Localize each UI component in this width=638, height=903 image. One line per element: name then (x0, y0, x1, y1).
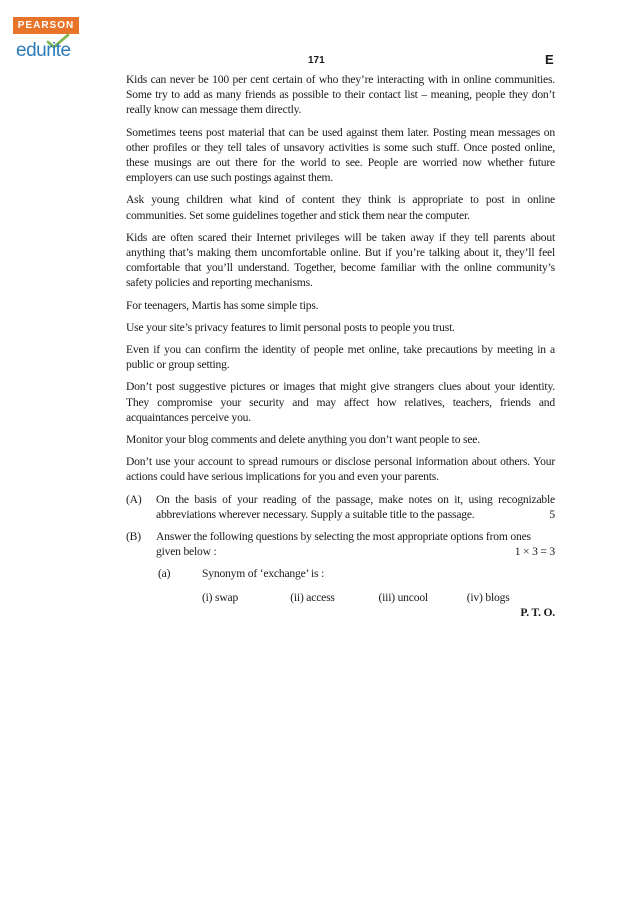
option-i: (i) swap (202, 590, 239, 604)
paragraph: Don’t post suggestive pictures or images that might give strangers clues about your identity. They compromise your security and may affect how relatives, teachers, friends and acquaintances perceive you. (126, 380, 555, 424)
page-number-text: 171 (308, 55, 325, 66)
question-b-text-cont: given below : (156, 545, 217, 559)
sub-question-a-label: (a) (158, 567, 171, 581)
option-iii: (iii) uncool (378, 590, 428, 604)
paragraph: Sometimes teens post material that can be used against them later. Posting mean messages on other profiles or they tell tales of unsavory activities is some such stuff. Once posted online, these musings are out there for the world to see. People are worried now whether future employers can use such postings against them. (126, 125, 555, 185)
paragraph: For teenagers, Martis has some simple tips. (126, 298, 319, 312)
paragraph: Monitor your blog comments and delete anything you don’t want people to see. (126, 433, 480, 447)
paragraph: Kids can never be 100 per cent certain of who they’re interacting with in online communities. Some try to add as many friends as possible to their contact list – meaning, people they don’t really know can message them directly. (126, 73, 555, 117)
edurite-logo-text: edurite (16, 40, 71, 61)
paragraph: Kids are often scared their Internet privileges will be taken away if they tell parents about anything that’s making them uncomfortable online. But if you’re talking about it, they’ll feel comfortable that you’ll understand. Together, become familiar with the online community’s safety policies and reporting mechanisms. (126, 230, 555, 290)
edurite-logo (16, 40, 71, 68)
sub-question-a-text: Synonym of ‘exchange’ is : (202, 567, 325, 581)
page-number (308, 55, 325, 66)
pearson-logo (13, 17, 79, 34)
question-a-label: (A) (126, 492, 142, 506)
question-b (126, 529, 555, 559)
paragraph: Ask young children what kind of content they think is appropriate to post in online communities. Set some guidelines together and stick them near the computer. (126, 193, 555, 222)
pearson-logo-text: PEARSON (17, 20, 75, 31)
option-iv: (iv) blogs (466, 590, 510, 604)
paragraph: Use your site’s privacy features to limit personal posts to people you trust. (126, 320, 455, 334)
question-a-marks: 5 (549, 507, 555, 521)
paragraph: Don’t use your account to spread rumours or disclose personal information about others. Your actions could have serious implications for you and even your parents. (126, 455, 555, 484)
option-ii: (ii) access (290, 590, 335, 604)
passage (126, 72, 555, 620)
answer-options (202, 590, 555, 605)
question-a (126, 492, 555, 522)
question-b-marks: 1 × 3 = 3 (514, 545, 555, 559)
set-letter: E (545, 52, 554, 67)
question-b-text: Answer the following questions by selecting the most appropriate options from ones (156, 530, 531, 544)
question-b-label: (B) (126, 530, 141, 544)
sub-question-a (158, 566, 555, 581)
question-a-text: On the basis of your reading of the passage, make notes on it, using recognizable abbreviations wherever necessary. Supply a suitable title to the passage. (156, 492, 555, 521)
pto-label: P. T. O. (520, 605, 555, 619)
paragraph: Even if you can confirm the identity of people met online, take precautions by meeting in a public or group setting. (126, 343, 555, 372)
